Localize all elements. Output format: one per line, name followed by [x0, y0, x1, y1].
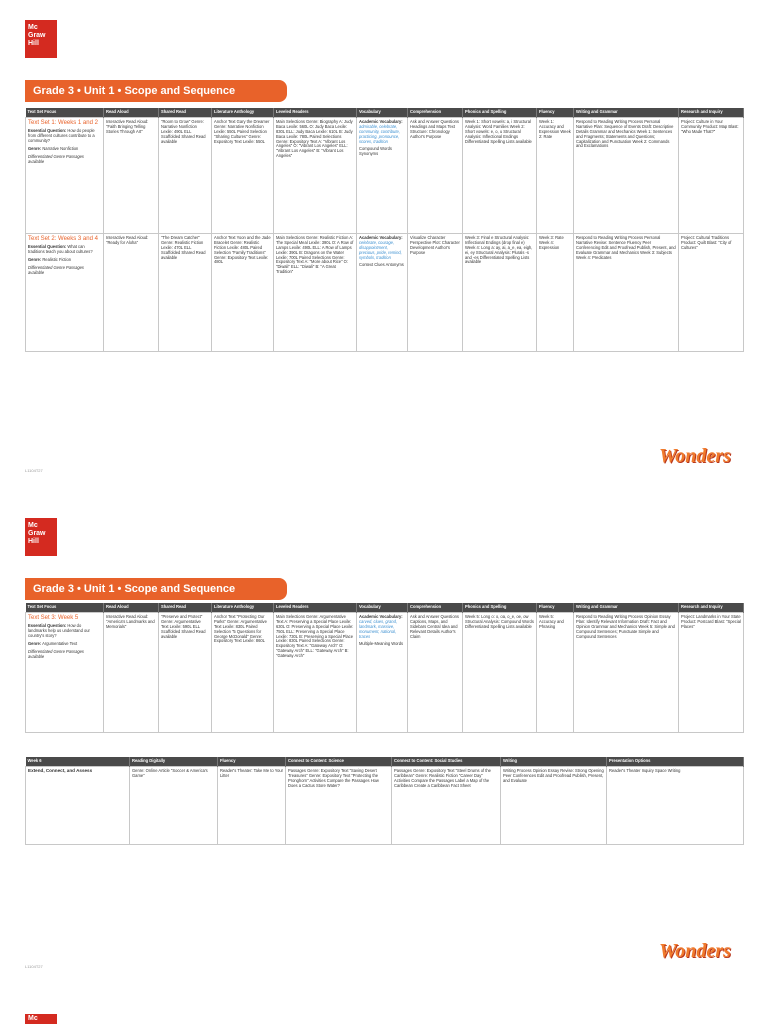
header-cell: Text Set Focus	[26, 108, 104, 117]
header-cell: Shared Read	[159, 108, 212, 117]
header-cell: Research and Inquiry	[679, 108, 744, 117]
week6-title: Extend, Connect, and Assess	[26, 766, 130, 844]
text-set-focus-cell	[26, 612, 104, 732]
literature-anthology-cell: Anchor Text Gary the Dreamer Genre: Narrative Nonfiction Lexile: 550L Paired Selection "Sharing Cultures" Genre: Expository Text Lexile: 550L	[212, 117, 274, 233]
comprehension-cell: Ask and Answer Questions Captions, Maps, and Sidebars Central Idea and Relevant Details Author's Claim	[408, 612, 463, 732]
comprehension-cell: Visualize Character Perspective Plot: Character Development Author's Purpose	[408, 233, 463, 351]
header-cell: Fluency	[218, 757, 286, 766]
wonders-logo: Wonders	[659, 445, 731, 467]
header-cell: Fluency	[537, 108, 574, 117]
mcgraw-hill-logo: Mc Graw Hill	[25, 20, 57, 58]
mcgraw-hill-logo: Mc	[25, 1014, 57, 1024]
phonics-cell: Week 1: Short vowels: a, i Structural Analysis: Word Families Week 2: Short vowels: e, o, u Structural Analysis: Inflectional Endings Differentiated Spelling Lists available	[463, 117, 537, 233]
table-header	[26, 108, 744, 117]
eq-label: Essential Question:	[28, 244, 67, 250]
vocab-words: admirable, celebrate, community, contribute, practicing, pronounce, scores, tradition	[359, 123, 400, 144]
writing-grammar-cell: Respond to Reading Writing Process Personal Narrative Revise: Sentence Fluency Peer Conferencing Edit and Proofread Publish, Present, and Evaluate Grammar and Mechanics Week 3: Subjects Week 4: Predicates	[574, 233, 679, 351]
page-2	[0, 512, 768, 1024]
header-cell: Writing and Grammar	[574, 108, 679, 117]
social-studies-cell: Passages Genre: Expository Text "Steel Drums of the Caribbean" Genre: Realistic Fiction "Career Day" Activities Compare the Passages Label a Map of the Caribbean Create a Caribbean Fact Sheet	[392, 766, 501, 844]
passages-note: Differentiated Genre Passages available	[28, 649, 84, 659]
vocab-label: Academic Vocabulary:	[359, 118, 403, 124]
header-cell: Presentation Options	[607, 757, 744, 766]
header-cell: Reading Digitally	[130, 757, 218, 766]
fluency-cell: Reader's Theater: Take Me to Your Litter	[218, 766, 286, 844]
essential-question: What can traditions teach you about cultures?	[28, 244, 93, 255]
phonics-cell: Week 3: Final e Structural Analysis: Inflectional Endings (drop final e) Week 4: Long a: ay, ai, a_e, ea, eigh, ei, ey Structural Analysis: Plurals -s and -es Differentiated Spelling Lists available	[463, 233, 537, 351]
header-cell: Writing and Grammar	[574, 603, 679, 612]
literature-anthology-cell: Anchor Text Yoon and the Jade Bracelet Genre: Realistic Fiction Lexile: 480L Paired Selection "Family Traditions" Genre: Expository Text Lexile: 480L	[212, 233, 274, 351]
research-cell: Project: Cultural Traditions Product: Quilt Blast: "City of Cultures"	[679, 233, 744, 351]
header-cell: Vocabulary	[357, 603, 408, 612]
shared-read-cell: "Room to Grow" Genre: Narrative Nonfiction Lexile: 490L ELL Scaffolded Shared Read available	[159, 117, 212, 233]
leveled-readers-cell: Main Selections Genre: Realistic Fiction A: The Special Meal Lexile: 390L O: A Row of Lamps Lexile: 490L ELL: A Row of Lamps Lexile: 390L B: Dragons on the Water Lexile: 700L Paired Selections Genre: Expository Text A: "More about Rice" O: "Diwali" ELL: "Diwali" B: "A Great Tradition"	[274, 233, 357, 351]
text-set-focus-cell	[26, 233, 104, 351]
header-cell: Vocabulary	[357, 108, 408, 117]
header-cell: Text Set Focus	[26, 603, 104, 612]
header-cell: Fluency	[537, 603, 574, 612]
literature-anthology-cell: Anchor Text "Protecting Our Parks" Genre: Argumentative Text Lexile: 830L Paired Selection "5 Questions for George McDonald" Genre: Expository Text Lexile: 860L	[212, 612, 274, 732]
passages-note: Differentiated Genre Passages available	[28, 154, 84, 164]
header-cell: Phonics and Spelling	[463, 603, 537, 612]
header-cell: Literature Anthology	[212, 108, 274, 117]
shared-read-cell: "The Dream Catcher" Genre: Realistic Fiction Lexile: 470L ELL Scaffolded Shared Read available	[159, 233, 212, 351]
fluency-cell: Week 1: Accuracy and Expression Week 2: Rate	[537, 117, 574, 233]
essential-question: How do people from different cultures contribute to a community?	[28, 128, 95, 144]
text-set-title: Text Set 2: Weeks 3 and 4	[28, 235, 98, 242]
science-cell: Passages Genre: Expository Text "Saving Desert Treasures" Genre: Expository Text "Protecting the Pronghorn" Activities Compare the Passages How Does a Cactus Store Water?	[286, 766, 392, 844]
table-row	[26, 766, 744, 844]
genre-value: Argumentative Text	[42, 641, 78, 647]
vocab-words: carved, clues, grand, landmark, massive, monument, national, traces	[359, 618, 398, 639]
vocabulary-cell	[357, 612, 408, 732]
week6-table	[25, 757, 744, 845]
phonics-cell: Week 5: Long o: o, oa, o_e, oe, ow Structural Analysis: Compound Words Differentiated Spelling Lists available	[463, 612, 537, 732]
vocab-skills: Compound Words Synonyms	[359, 146, 392, 157]
header-cell: Comprehension	[408, 108, 463, 117]
genre-value: Realistic Fiction	[42, 257, 72, 263]
leveled-readers-cell: Main Selections Genre: Argumentative Text A: Preserving a Special Place Lexile: 630L O: Preserving a Special Place Lexile: 750L ELL: Preserving a Special Place Lexile: 730L B: Preserving a Special Place Lexile: 830L Paired Selections Genre: Expository Text A: "Gateway Arch" O: "Gateway Arch" ELL: "Gateway Arch" B: "Gateway Arch"	[274, 612, 357, 732]
table-row	[26, 612, 744, 732]
header-cell: Leveled Readers	[274, 603, 357, 612]
scope-table	[25, 108, 744, 352]
text-set-title: Text Set 3: Week 5	[28, 614, 79, 621]
mcgraw-hill-logo: Mc Graw Hill	[25, 518, 57, 556]
comprehension-cell: Ask and Answer Questions Headings and Maps Text Structure: Chronology Author's Purpose	[408, 117, 463, 233]
text-set-title: Text Set 1: Weeks 1 and 2	[28, 119, 98, 126]
writing-cell: Writing Process Opinion Essay Revise: Strong Opening Peer Conferences Edit and Proofread Publish, Present, and Evaluate	[501, 766, 607, 844]
writing-grammar-cell: Respond to Reading Writing Process Opinion Essay Plan: Identify Relevant Information Draft: Fact and Opinion Grammar and Mechanics Week 5: Simple and Compound Sentences; Punctuate Simple and Compound Sentences	[574, 612, 679, 732]
genre-label: Genre:	[28, 641, 42, 647]
wonders-logo: Wonders	[659, 940, 731, 962]
genre-value: Narrative Nonfiction	[42, 146, 79, 152]
fluency-cell: Week 5: Accuracy and Phrasing	[537, 612, 574, 732]
vocab-skills: Context Clues Antonyms	[359, 262, 404, 268]
read-aloud-cell: Interactive Read Aloud: "Ready for Aloha"	[104, 233, 159, 351]
reading-digitally-cell: Genre: Online Article "Soccer & America's Game"	[130, 766, 218, 844]
essential-question: How do landmarks help us understand our country's story?	[28, 623, 90, 639]
header-cell: Shared Read	[159, 603, 212, 612]
header-cell: Read Aloud	[104, 108, 159, 117]
presentation-options-cell: Reader's Theater Inquiry Space Writing	[607, 766, 744, 844]
shared-read-cell: "Preserve and Protect" Genre: Argumentative Text Lexile: 590L ELL Scaffolded Shared Read available	[159, 612, 212, 732]
vocabulary-cell	[357, 233, 408, 351]
table-row	[26, 117, 744, 233]
vocab-label: Academic Vocabulary:	[359, 613, 403, 619]
fluency-cell: Week 3: Rate Week 4: Expression	[537, 233, 574, 351]
header-cell: Leveled Readers	[274, 108, 357, 117]
page-title: Grade 3 • Unit 1 • Scope and Sequence	[25, 578, 287, 600]
vocabulary-cell	[357, 117, 408, 233]
text-set-focus-cell	[26, 117, 104, 233]
writing-grammar-cell: Respond to Reading Writing Process Personal Narrative Plan: Sequence of Events Draft: Descriptive Details Grammar and Mechanics Week 1: Sentences and Fragments; Statements and Questions; Capitalization and Punctuation Week 2: Commands and Exclamations	[574, 117, 679, 233]
scope-table	[25, 603, 744, 733]
vocab-label: Academic Vocabulary:	[359, 234, 403, 240]
table-header	[26, 603, 744, 612]
header-cell: Read Aloud	[104, 603, 159, 612]
table-row	[26, 233, 744, 351]
header-cell: Phonics and Spelling	[463, 108, 537, 117]
document-code: L1104T27	[25, 964, 43, 969]
leveled-readers-cell: Main Selections Genre: Biography A: Judy Baca Lexile: 560L O: Judy Baca Lexile: 830L ELL: Judy Baca Lexile: 610L B: Judy Baca Lexile: 780L Paired Selections Genre: Expository Text A: "Vibrant Los Angeles" O: "Vibrant Los Angeles" ELL: "Vibrant Los Angeles" B: "Vibrant Los Angeles"	[274, 117, 357, 233]
table-header	[26, 757, 744, 766]
header-cell: Literature Anthology	[212, 603, 274, 612]
research-cell: Project: Landmarks in Your State Product: Postcard Blast: "Special Places"	[679, 612, 744, 732]
header-cell: Writing	[501, 757, 607, 766]
header-cell: Connect to Content: Science	[286, 757, 392, 766]
header-cell: Week 6	[26, 757, 130, 766]
document-code: L1104T27	[25, 468, 43, 473]
vocab-skills: Multiple-Meaning Words	[359, 641, 404, 647]
eq-label: Essential Question:	[28, 623, 67, 629]
research-cell: Project: Culture in Your Community Product: Map Blast: "Who Made That?"	[679, 117, 744, 233]
page-title: Grade 3 • Unit 1 • Scope and Sequence	[25, 80, 287, 102]
vocab-words: celebrate, courage, disappointment, precious, pride, remind, symbols, tradition	[359, 239, 402, 260]
eq-label: Essential Question:	[28, 128, 67, 134]
read-aloud-cell: Interactive Read Aloud: "Faith Bringing Telling Stories Through Art"	[104, 117, 159, 233]
genre-label: Genre:	[28, 257, 42, 263]
header-cell: Comprehension	[408, 603, 463, 612]
read-aloud-cell: Interactive Read Aloud: "America's Landmarks and Memorials"	[104, 612, 159, 732]
passages-note: Differentiated Genre Passages available	[28, 265, 84, 276]
header-cell: Research and Inquiry	[679, 603, 744, 612]
genre-label: Genre:	[28, 146, 42, 152]
header-cell: Connect to Content: Social Studies	[392, 757, 501, 766]
